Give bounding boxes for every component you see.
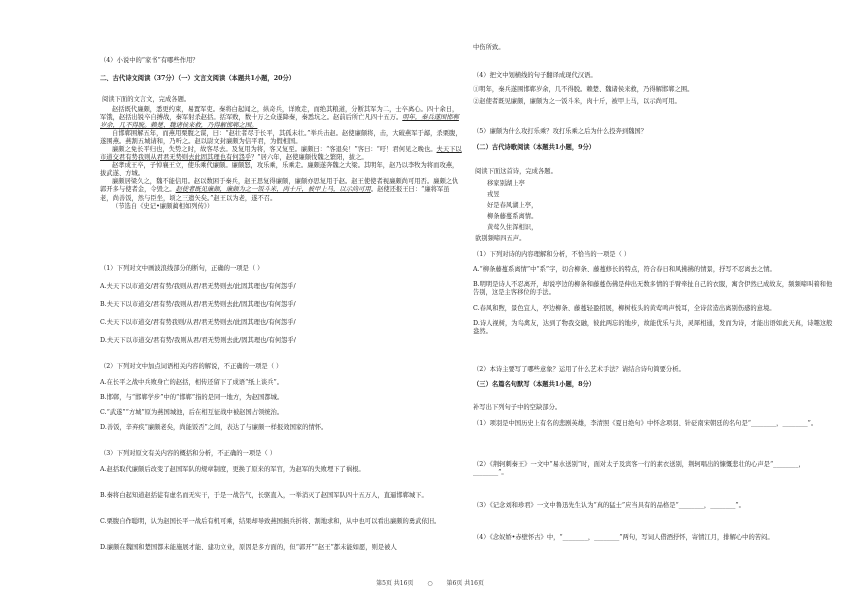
q4-item-1: ①明年，秦兵遂围邯郸岁余，几不得脱。赖楚、魏诸侯来救，乃得解邯郸之围。	[473, 86, 694, 93]
section-2-title: 二、古代诗文阅读（37分）（一）文言文阅读（本题共1小题，20分）	[100, 75, 296, 82]
dictation-section-title: （三）名篇名句默写（本题共1小题，8分）	[473, 381, 596, 388]
dictation-intro: 补写出下列句子中的空缺部分。	[473, 404, 562, 411]
passage-para-2: 自邯郸围解五年，而燕用栗腹之谋，曰：“赵壮者尽于长平，其孤未壮。”举兵击赵。赵使廉颇将，击，大破燕军于鄗，杀栗腹，遂围燕。燕割五城请和，乃听之。赵以尉文封廉颇为信平君，为假相国。	[100, 130, 462, 146]
passage-para-1: 赵括既代廉颇，悉更约束，易置军吏。秦将白起闻之，纵奇兵，详败走，而绝其粮道，分断其军为二，士卒离心。四十余日，军饿，赵括出锐卒自搏战，秦军射杀赵括。括军败，数十万之众遂降秦，秦悉坑之。赵前后所亡凡四十五万。明年，秦兵遂围邯郸岁余，几不得脱。赖楚、魏诸侯来救，乃得解邯郸之围。	[100, 106, 459, 130]
continuation-text: 中伤所致。	[473, 44, 505, 51]
poem-q1-option-c: C.春风和煦，景色宜人，亭边柳条、藤蔓轻盈招展，柳树枝头的黄莺鸣声悦耳，全诗营造出离别伤感的意境。	[473, 305, 776, 312]
q1-stem: （1）下列对文中画波浪线部分的断句，正确的一项是（ ）	[100, 265, 264, 272]
q3-option-c: C.栗腹自作聪明，认为赵国长平一战后有机可乘，结果却导致燕国损兵折将、割地求和，从中也可以看出廉颇的勇武依旧。	[100, 518, 441, 525]
passage-para-4: 赵孝成王卒，子悼襄王立，使乐乘代廉颇。廉颇怒，攻乐乘，乐乘走。廉颇遂奔魏之大梁。其明年，赵乃以李牧为将而攻燕，拔武遂、方城。	[100, 162, 459, 178]
q4-novel: （4）小说中的“家书”有哪些作用？	[100, 57, 199, 64]
q3-option-d: D.廉颇在魏国和楚国都未能施展才能、建功立业，原因是多方面的，但“郭开”“赵王”都未能如愿，则是被人	[100, 544, 397, 551]
dictation-q4: （4）《念奴娇•赤壁怀古》中，“________，________”两句，写词人借酒抒怀，寄情江月，排解心中的苦闷。	[473, 534, 774, 541]
q2-option-c: C.“武遂”“方城”原为燕国城池，后在相互征战中被赵国占领统治。	[100, 409, 284, 416]
poem-q2: （2）本诗主要写了哪些意象？运用了什么艺术手法？请结合诗句简要分析。	[473, 366, 685, 373]
left-page-number: 第5页 共16页	[376, 580, 414, 587]
passage-para-5: 廉颇居梁久之，魏不能信用。赵以数困于秦兵，赵王思复得廉颇，廉颇亦思复用于赵。赵王使使者视廉颇尚可用否。廉颇之仇郭开多与使者金，令毁之。赵使者既见廉颇，廉颇为之一饭斗米，肉十斤，被甲上马，以示尚可用。赵使还报王曰：“廉将军虽老，尚善饭，然与臣坐，顷之三遗矢矣。”赵王以为老，遂不召。	[100, 178, 459, 202]
para3-wavy: 夫天下以市道交君有势我则从君君无势则去此固其理也有何怨乎	[100, 146, 462, 162]
q1-option-b: B.夫天下以市道交/君有势/我则从君/君无势则去此/固其理也/有何怨乎/	[100, 301, 296, 308]
reading-intro: 阅读下面的文言文，完成各题。	[102, 96, 191, 103]
passage-para-3: 廉颇之免长平归也，失势之时，故客尽去。及复用为将，客又复至。廉颇曰：“客退矣！”客曰：“吁！君何见之晚也。夫天下以市道交君有势我则从君君无势则去此固其理也有何怨乎？”居六年，赵使廉颇伐魏之繁阳，拔之。	[100, 146, 462, 162]
q1-option-a: A.夫天下以市道交/君有势/我则从君/君无势则去/此固其理也/有何怨乎/	[100, 283, 296, 290]
q2-option-d: D.善饭，辛弃疾“廉颇老矣，尚能饭否”之间，表达了与廉颇一样报效国家的情怀。	[100, 424, 328, 431]
poem-line-3: 黄莺久住浑相识，	[487, 224, 538, 231]
poem-author: 戎昱	[487, 191, 500, 198]
poem-q1-stem: （1）下列对诗的内容理解和分析，不恰当的一项是（ ）	[473, 251, 631, 258]
poem-line-1: 好是春风湖上亭，	[487, 202, 538, 209]
poem-q1-option-a: A.“柳条藤蔓系离情”中“系”字，切合柳条、藤蔓修长的特点，符合春日和风拂拂的情景，抒写不忍离去之情。	[473, 266, 776, 273]
center-mark: ○	[427, 580, 433, 587]
q4-translate: （4）把文中划横线的句子翻译成现代汉语。	[473, 72, 597, 79]
poem-q1-option-b: B.明明是诗人不忍离开，却说亭边的柳条和藤蔓伤佛是伸出无数多情的手臂牵扯自己的衣服，寓含伊然已成故友，频频啼叫着和他告别，这是主客移位的手法。	[473, 281, 833, 297]
q3-stem: （3）下列对原文有关内容的概括和分析，不正确的一项是（ ）	[100, 450, 277, 457]
q3-option-b: B.秦将白起知道赵括徒有虚名而无实干，于是一战告气，长驱直入，一举消灭了赵国军队四十五万人，直逼邯郸城下。	[100, 492, 428, 499]
q4-item-2: ②赵使者既见廉颇，廉颇为之一饭斗米，肉十斤，被甲上马，以示尚可用。	[473, 98, 681, 105]
poem-intro: 阅读下面这首诗，完成各题。	[475, 168, 557, 175]
q1-option-c: C.夫天下以市道交/君有势我则/从君/君无势则去/此固其理也/有何怨乎/	[100, 319, 296, 326]
dictation-q3: （3）《记念刘和珍君》一文中鲁迅先生认为“真的猛士”应当具有的品格是“________，________”。	[473, 502, 745, 509]
q2-option-b: B.邯郸，与“邯郸学步”中的“邯郸”指的是同一地方，为赵国都城。	[100, 394, 284, 401]
q2-stem: （2）下列对文中加点词语相关内容的解说，不正确的一项是（ ）	[100, 363, 283, 370]
page-footer	[0, 578, 860, 587]
q2-option-a: A.在长平之战中兵败身亡的赵括，相传还留下了成语“纸上谈兵”。	[100, 379, 284, 386]
poem-title: 移家别湖上亭	[487, 180, 525, 187]
dictation-q1: （1）项羽是中国历史上有名的悲剧英雄，李清照《夏日绝句》中怀念项羽、针砭南宋朝廷的名句是“________，________”。	[473, 420, 818, 427]
para5-underlined: 赵使者既见廉颇，廉颇为之一饭斗米，肉十斤，被甲上马，以示尚可用	[175, 186, 371, 194]
dictation-q2: （2）《荆轲刺秦王》一文中“易水送别”时，面对太子及宾客一行的素衣送别，荆轲唱出的慷慨悲壮的心声是“________，________”。	[473, 461, 805, 477]
q3-option-a: A.赵括取代廉颇后改变了赵国军队的规章制度，更换了原来的军官，为赵军的失败埋下了祸根。	[100, 466, 365, 473]
poem-section-title: （二）古代诗歌阅读（本题共1小题，9分）	[473, 144, 596, 151]
passage-source: （节选自《史记•廉颇蔺相如列传》）	[112, 202, 214, 210]
para1-underlined: 明年，秦兵遂围邯郸岁余，几不得脱。赖楚、魏诸侯来救，乃得解邯郸之围。	[100, 114, 459, 130]
poem-q1-option-d: D.诗人视树，为鸟禽友，达到了物我交融，彼此两忘的地步，故能优乐与共，灵犀相通，发而为诗，才能出语如此天真，诗趣这般盎然。	[473, 320, 833, 336]
q1-option-d: D.夫天下以市道交/君有势/我则从君/君无势则去此/固其理也/有何怨乎/	[100, 337, 296, 344]
passage	[100, 106, 462, 211]
right-page-number: 第6页 共16页	[446, 580, 484, 587]
poem-line-2: 柳条藤蔓系离情。	[487, 213, 538, 220]
poem-line-4: 欲别频啼四五声。	[475, 235, 526, 242]
q5: （5）廉颇为什么攻打乐乘？攻打乐乘之后为什么投奔到魏国？	[473, 128, 648, 135]
